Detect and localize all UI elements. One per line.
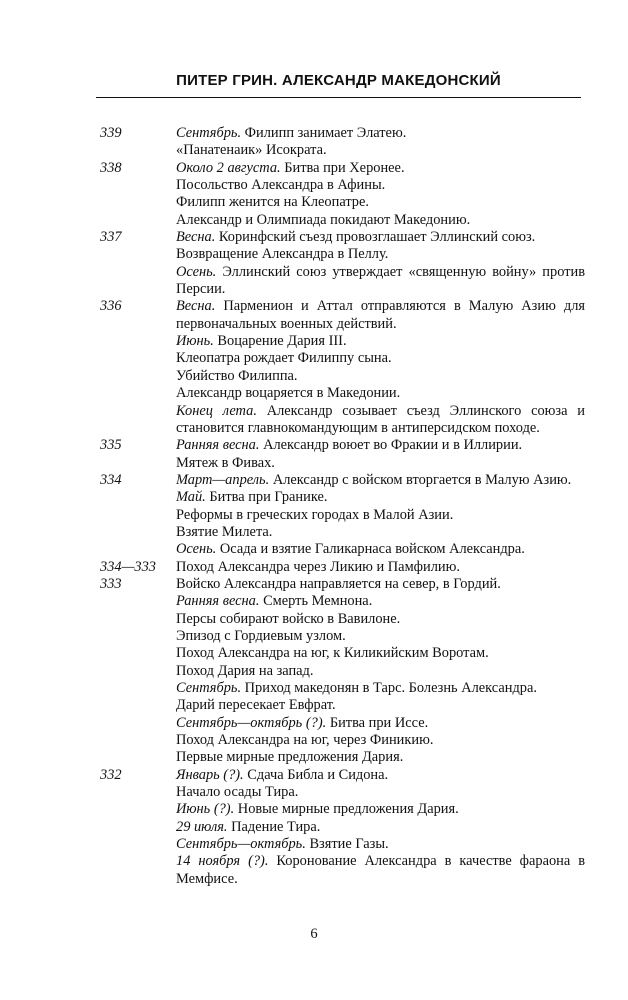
entry-events bbox=[176, 125, 585, 160]
event-date: Конец лета. bbox=[176, 402, 257, 419]
event-text: Дарий пересекает Евфрат. bbox=[176, 697, 336, 714]
event-date: 14 ноября (?). bbox=[176, 853, 269, 870]
event-line bbox=[176, 385, 585, 402]
event-text: Эпизод с Гордиевым узлом. bbox=[176, 627, 346, 644]
event-text: Взятие Милета. bbox=[176, 523, 273, 540]
event-line bbox=[176, 333, 585, 350]
chronology-entry bbox=[100, 437, 585, 472]
chronology-entry bbox=[100, 298, 585, 437]
entry-events bbox=[176, 559, 585, 576]
event-line bbox=[176, 524, 585, 541]
event-text: Новые мирные предложения Дария. bbox=[234, 801, 459, 818]
entry-year: 339 bbox=[100, 125, 122, 141]
header-rule bbox=[96, 97, 581, 98]
entry-year: 337 bbox=[100, 229, 122, 246]
event-line bbox=[176, 350, 585, 367]
event-text: Коронование Александра в качестве фараона в Мемфисе. bbox=[176, 853, 585, 887]
event-line bbox=[176, 507, 585, 524]
event-line bbox=[176, 801, 585, 818]
event-line bbox=[176, 593, 585, 610]
entry-events bbox=[176, 298, 585, 437]
event-text: Воцарение Дария III. bbox=[213, 333, 347, 350]
event-text: Битва при Иссе. bbox=[326, 714, 429, 731]
event-line bbox=[176, 212, 585, 229]
entry-events bbox=[176, 437, 585, 472]
entry-year: 334—333 bbox=[100, 558, 156, 575]
entry-events bbox=[176, 229, 585, 298]
event-text: Возвращение Александра в Пеллу. bbox=[176, 246, 389, 263]
event-line bbox=[176, 697, 585, 714]
event-text: Войско Александра направляется на север, в Гордий. bbox=[176, 575, 501, 592]
chronology-entry bbox=[100, 125, 585, 160]
event-line bbox=[176, 715, 585, 732]
event-text: Реформы в греческих городах в Малой Азии. bbox=[176, 506, 454, 523]
event-date: Июнь. bbox=[176, 333, 214, 350]
event-date: Ранняя весна. bbox=[176, 437, 260, 454]
event-line bbox=[176, 160, 585, 177]
event-text: Поход Александра на юг, через Финикию. bbox=[176, 732, 434, 749]
event-line bbox=[176, 576, 585, 593]
event-line bbox=[176, 767, 585, 784]
event-text: Убийство Филиппа. bbox=[176, 367, 298, 384]
entry-year: 334 bbox=[100, 471, 122, 488]
event-text: Первые мирные предложения Дария. bbox=[176, 749, 404, 766]
event-text: Посольство Александра в Афины. bbox=[176, 177, 386, 194]
event-text: Осада и взятие Галикарнаса войском Александра. bbox=[216, 541, 525, 558]
event-text: Александр созывает съезд Эллинского союза и становится главнокомандующим в антиперсидском походе. bbox=[176, 402, 585, 436]
entry-year: 333 bbox=[100, 575, 122, 592]
event-date: Весна. bbox=[176, 298, 216, 315]
event-text: Взятие Газы. bbox=[305, 836, 389, 853]
chronology-entry bbox=[100, 229, 585, 298]
event-text: Поход Александра на юг, к Киликийским Воротам. bbox=[176, 645, 489, 662]
event-date: Осень. bbox=[176, 263, 217, 280]
event-text: Сдача Библа и Сидона. bbox=[243, 766, 389, 783]
event-line bbox=[176, 437, 585, 454]
entry-events bbox=[176, 576, 585, 767]
running-header: ПИТЕР ГРИН. АЛЕКСАНДР МАКЕДОНСКИЙ bbox=[176, 72, 501, 89]
event-text: Битва при Гранике. bbox=[205, 489, 328, 506]
event-date: Июнь (?). bbox=[176, 801, 235, 818]
event-text: Эллинский союз утверждает «священную войну» против Персии. bbox=[176, 263, 585, 298]
event-line bbox=[176, 264, 585, 299]
event-text: Поход Александра через Ликию и Памфилию. bbox=[176, 558, 460, 575]
event-text: Филипп женится на Клеопатре. bbox=[176, 194, 369, 211]
page-number: 6 bbox=[310, 926, 318, 942]
entry-year: 332 bbox=[100, 766, 122, 783]
event-text: Коринфский съезд провозглашает Эллинский союз. bbox=[215, 229, 536, 246]
chronology-entry bbox=[100, 472, 585, 559]
event-date: Весна. bbox=[176, 229, 216, 246]
event-text: Смерть Мемнона. bbox=[259, 593, 373, 610]
event-line bbox=[176, 611, 585, 628]
event-line bbox=[176, 784, 585, 801]
event-line bbox=[176, 177, 585, 194]
entry-year: 338 bbox=[100, 159, 122, 176]
event-line bbox=[176, 628, 585, 645]
event-text: Начало осады Тира. bbox=[176, 784, 299, 801]
event-line bbox=[176, 246, 585, 263]
event-text: Александр воюет во Фракии и в Иллирии. bbox=[259, 437, 523, 454]
chronology-entry bbox=[100, 767, 585, 888]
chronology-entry bbox=[100, 160, 585, 229]
event-date: Сентябрь—октябрь (?). bbox=[176, 714, 327, 731]
event-line bbox=[176, 489, 585, 506]
event-line bbox=[176, 663, 585, 680]
event-date: Сентябрь. bbox=[176, 125, 242, 141]
event-line bbox=[176, 455, 585, 472]
event-line bbox=[176, 142, 585, 159]
event-line bbox=[176, 472, 585, 489]
event-line bbox=[176, 836, 585, 853]
event-date: Январь (?). bbox=[176, 766, 244, 783]
event-line bbox=[176, 403, 585, 438]
event-text: Поход Дария на запад. bbox=[176, 662, 314, 679]
event-line bbox=[176, 229, 585, 246]
event-line bbox=[176, 853, 585, 888]
event-date: 29 июля. bbox=[176, 818, 228, 835]
chronology-entry bbox=[100, 559, 585, 576]
event-date: Осень. bbox=[176, 541, 217, 558]
entry-events bbox=[176, 160, 585, 229]
event-line bbox=[176, 298, 585, 333]
chronology-entry bbox=[100, 576, 585, 767]
event-date: Сентябрь—октябрь. bbox=[176, 836, 306, 853]
event-text: Персы собирают войско в Вавилоне. bbox=[176, 610, 401, 627]
event-text: «Панатенаик» Исократа. bbox=[176, 142, 327, 159]
event-text: Падение Тира. bbox=[227, 818, 321, 835]
event-line bbox=[176, 194, 585, 211]
event-line bbox=[176, 541, 585, 558]
event-line bbox=[176, 368, 585, 385]
event-text: Александр с войском вторгается в Малую Азию. bbox=[269, 471, 572, 488]
event-text: Битва при Херонее. bbox=[280, 159, 405, 176]
event-line bbox=[176, 732, 585, 749]
event-text: Клеопатра рождает Филиппу сына. bbox=[176, 350, 392, 367]
event-date: Около 2 августа. bbox=[176, 159, 281, 176]
event-line bbox=[176, 125, 585, 142]
event-text: Парменион и Аттал отправляются в Малую Азию для первоначальных военных действий. bbox=[176, 298, 585, 332]
event-date: Сентябрь. bbox=[176, 680, 242, 696]
chronology-list bbox=[100, 125, 585, 888]
entry-year: 335 bbox=[100, 437, 122, 454]
event-line bbox=[176, 819, 585, 836]
event-date: Май. bbox=[176, 489, 206, 506]
event-text: Приход македонян в Тарс. Болезнь Александра. bbox=[241, 680, 537, 696]
entry-events bbox=[176, 767, 585, 888]
event-text: Мятеж в Фивах. bbox=[176, 454, 275, 471]
event-date: Март—апрель. bbox=[176, 471, 270, 488]
event-line bbox=[176, 680, 585, 697]
event-line bbox=[176, 749, 585, 766]
entry-year: 336 bbox=[100, 298, 122, 315]
event-text: Филипп занимает Элатею. bbox=[241, 125, 407, 141]
event-text: Александр и Олимпиада покидают Македонию. bbox=[176, 211, 471, 228]
entry-events bbox=[176, 472, 585, 559]
event-line bbox=[176, 559, 585, 576]
event-text: Александр воцаряется в Македонии. bbox=[176, 385, 401, 402]
event-date: Ранняя весна. bbox=[176, 593, 260, 610]
event-line bbox=[176, 645, 585, 662]
